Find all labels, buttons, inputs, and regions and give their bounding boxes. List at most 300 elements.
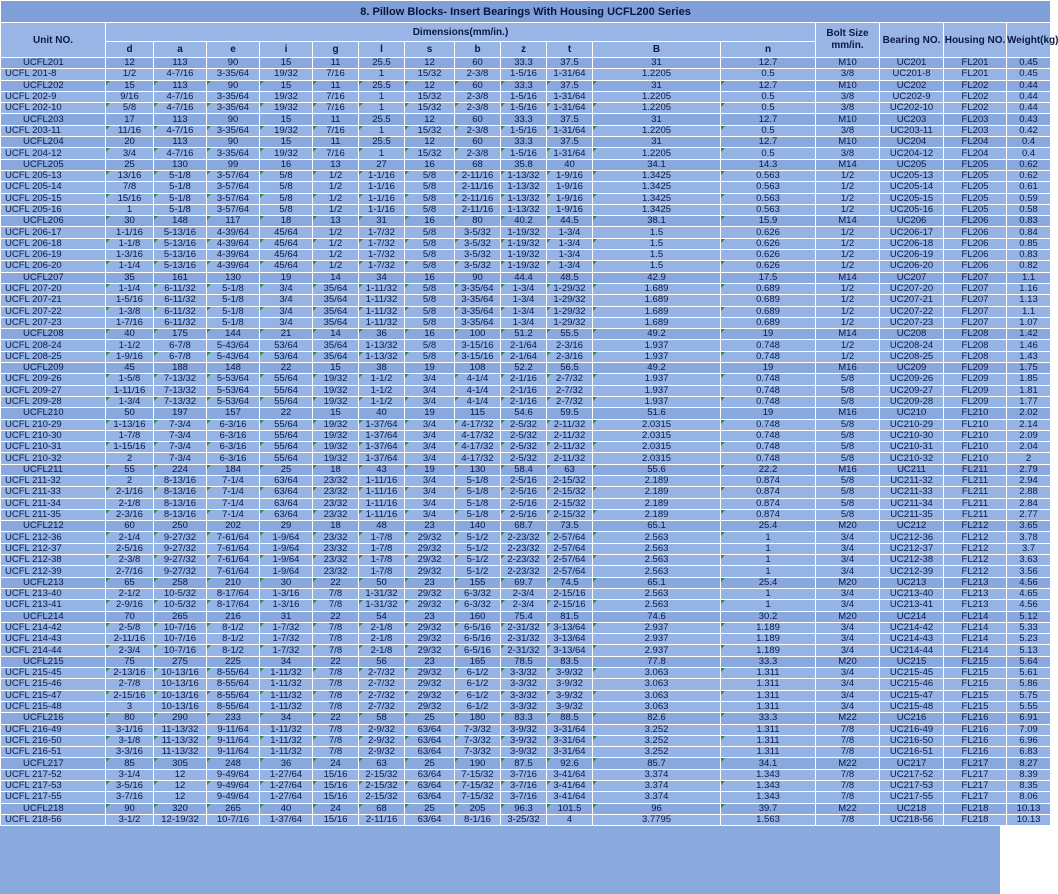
dim-s-cell: 12: [405, 80, 455, 91]
dim-B-cell: 1.937: [593, 351, 721, 362]
dim-l-cell: 2-1/8: [359, 634, 405, 645]
bolt-size-cell: 3/8: [816, 148, 880, 159]
dim-g-cell: 22: [313, 656, 359, 667]
bearing-no-cell: UC214: [880, 611, 944, 622]
bolt-size-cell: 3/8: [816, 69, 880, 80]
dim-a-cell: 7-3/4: [154, 442, 207, 453]
dim-n-cell: 0.748: [721, 442, 816, 453]
unit-no-cell: UCFL 205-15: [1, 193, 106, 204]
dim-z-cell: 3-3/32: [501, 668, 547, 679]
weight-cell: 4.56: [1007, 600, 1051, 611]
dim-a-cell: 8-13/16: [154, 487, 207, 498]
dim-B-cell: 1.2205: [593, 91, 721, 102]
dim-i-cell: 1-11/32: [260, 690, 313, 701]
dim-a-cell: 4-7/16: [154, 91, 207, 102]
unit-no-cell: UCFL 217-52: [1, 769, 106, 780]
dim-a-cell: 5-13/16: [154, 238, 207, 249]
weight-cell: 6.83: [1007, 747, 1051, 758]
dim-z-cell: 1-3/4: [501, 283, 547, 294]
weight-cell: 0.43: [1007, 114, 1051, 125]
dim-B-cell: 31: [593, 114, 721, 125]
bolt-size-cell: 1/2: [816, 317, 880, 328]
dim-d-cell: 3-1/8: [106, 735, 154, 746]
dim-i-cell: 18: [260, 216, 313, 227]
dim-g-cell: 23/32: [313, 566, 359, 577]
dim-header-b: b: [455, 42, 501, 58]
housing-no-cell: FL217: [944, 758, 1007, 769]
dim-b-cell: 140: [455, 521, 501, 532]
dim-i-cell: 63/64: [260, 509, 313, 520]
dim-s-cell: 29/32: [405, 668, 455, 679]
unit-no-cell: UCFL 207-23: [1, 317, 106, 328]
housing-no-cell: FL207: [944, 317, 1007, 328]
dim-l-cell: 1-11/16: [359, 509, 405, 520]
dim-header-B: B: [593, 42, 721, 58]
unit-no-cell: UCFL 211-34: [1, 498, 106, 509]
dim-n-cell: 25.4: [721, 521, 816, 532]
dim-b-cell: 2-3/8: [455, 148, 501, 159]
dim-z-cell: 2-31/32: [501, 645, 547, 656]
weight-cell: 1.46: [1007, 340, 1051, 351]
dim-d-cell: 70: [106, 611, 154, 622]
bolt-size-cell: 3/4: [816, 622, 880, 633]
bolt-size-cell: 3/8: [816, 125, 880, 136]
dim-t-cell: 74.5: [547, 577, 593, 588]
dim-t-cell: 1-9/16: [547, 170, 593, 181]
bearing-no-cell: UC204-12: [880, 148, 944, 159]
dim-e-cell: 117: [207, 216, 260, 227]
weight-cell: 10.13: [1007, 803, 1051, 814]
weight-cell: 5.12: [1007, 611, 1051, 622]
dim-B-cell: 1.3425: [593, 193, 721, 204]
dim-s-cell: 29/32: [405, 532, 455, 543]
dim-l-cell: 1-11/16: [359, 475, 405, 486]
bearing-no-cell: UC201: [880, 58, 944, 69]
dim-a-cell: 320: [154, 803, 207, 814]
dim-t-cell: 3-41/64: [547, 781, 593, 792]
dim-l-cell: 1-11/32: [359, 283, 405, 294]
dim-i-cell: 55/64: [260, 419, 313, 430]
housing-no-cell: FL207: [944, 306, 1007, 317]
dim-e-cell: 8-55/64: [207, 690, 260, 701]
dim-n-cell: 1.189: [721, 634, 816, 645]
dim-i-cell: 1-11/32: [260, 724, 313, 735]
dim-g-cell: 7/8: [313, 724, 359, 735]
dim-l-cell: 1: [359, 91, 405, 102]
housing-no-cell: FL215: [944, 690, 1007, 701]
dim-l-cell: 2-9/32: [359, 747, 405, 758]
dim-d-cell: 15/16: [106, 193, 154, 204]
dim-b-cell: 6-1/2: [455, 701, 501, 712]
dim-i-cell: 55/64: [260, 396, 313, 407]
table-row: [1, 498, 1051, 509]
dim-B-cell: 2.0315: [593, 419, 721, 430]
bearing-no-cell: UC205-14: [880, 182, 944, 193]
weight-cell: 8.27: [1007, 758, 1051, 769]
dim-z-cell: 1-19/32: [501, 238, 547, 249]
dim-g-cell: 1/2: [313, 227, 359, 238]
dim-g-cell: 7/16: [313, 69, 359, 80]
housing-no-cell: FL207: [944, 283, 1007, 294]
weight-cell: 8.06: [1007, 792, 1051, 803]
bolt-size-cell: M16: [816, 408, 880, 419]
dim-b-cell: 6-1/2: [455, 668, 501, 679]
dim-z-cell: 2-5/16: [501, 487, 547, 498]
dim-b-cell: 3-35/64: [455, 295, 501, 306]
dim-d-cell: 1-7/16: [106, 317, 154, 328]
housing-no-cell: FL205: [944, 170, 1007, 181]
bearing-no-cell: UC212-37: [880, 543, 944, 554]
dim-l-cell: 38: [359, 363, 405, 374]
dim-a-cell: 161: [154, 272, 207, 283]
dim-l-cell: 34: [359, 272, 405, 283]
dim-i-cell: 19/32: [260, 148, 313, 159]
dim-e-cell: 8-55/64: [207, 668, 260, 679]
dim-l-cell: 1-7/8: [359, 543, 405, 554]
dim-z-cell: 1-13/32: [501, 204, 547, 215]
dim-a-cell: 5-1/8: [154, 204, 207, 215]
dim-g-cell: 7/8: [313, 747, 359, 758]
weight-cell: 3.63: [1007, 555, 1051, 566]
dim-e-cell: 9-11/64: [207, 724, 260, 735]
dim-n-cell: 19: [721, 408, 816, 419]
dim-t-cell: 2-15/32: [547, 475, 593, 486]
dim-b-cell: 5-1/8: [455, 487, 501, 498]
dim-b-cell: 60: [455, 58, 501, 69]
dim-t-cell: 48.5: [547, 272, 593, 283]
dim-e-cell: 184: [207, 464, 260, 475]
dim-g-cell: 35/64: [313, 351, 359, 362]
unit-no-cell: UCFL 207-20: [1, 283, 106, 294]
dim-e-cell: 233: [207, 713, 260, 724]
dim-d-cell: 2-5/16: [106, 543, 154, 554]
weight-cell: 6.96: [1007, 735, 1051, 746]
dim-l-cell: 1-1/2: [359, 385, 405, 396]
dim-n-cell: 0.874: [721, 487, 816, 498]
dim-g-cell: 7/8: [313, 668, 359, 679]
dim-l-cell: 1: [359, 125, 405, 136]
dim-t-cell: 37.5: [547, 80, 593, 91]
table-row: [1, 521, 1051, 532]
dim-n-cell: 12.7: [721, 137, 816, 148]
dim-n-cell: 1.343: [721, 769, 816, 780]
unit-no-cell: UCFL 217-55: [1, 792, 106, 803]
bearing-no-cell: UC204: [880, 137, 944, 148]
dim-s-cell: 15/32: [405, 103, 455, 114]
dim-g-cell: 18: [313, 464, 359, 475]
dim-a-cell: 11-13/32: [154, 735, 207, 746]
table-row: [1, 69, 1051, 80]
dim-s-cell: 5/8: [405, 170, 455, 181]
dim-g-cell: 7/8: [313, 634, 359, 645]
dim-b-cell: 108: [455, 363, 501, 374]
bolt-size-cell: M14: [816, 216, 880, 227]
dim-n-cell: 30.2: [721, 611, 816, 622]
dim-s-cell: 5/8: [405, 351, 455, 362]
housing-no-cell: FL209: [944, 363, 1007, 374]
dim-s-cell: 16: [405, 159, 455, 170]
dim-s-cell: 5/8: [405, 295, 455, 306]
bolt-size-cell: 5/8: [816, 430, 880, 441]
dim-d-cell: 1-1/8: [106, 238, 154, 249]
housing-no-cell: FL202: [944, 80, 1007, 91]
dim-a-cell: 4-7/16: [154, 125, 207, 136]
dim-a-cell: 7-13/32: [154, 385, 207, 396]
dim-g-cell: 7/8: [313, 735, 359, 746]
bolt-size-cell: 7/8: [816, 735, 880, 746]
dim-t-cell: 3-9/32: [547, 690, 593, 701]
dim-i-cell: 22: [260, 363, 313, 374]
dim-n-cell: 0.748: [721, 385, 816, 396]
dim-g-cell: 19/32: [313, 453, 359, 464]
dim-B-cell: 2.189: [593, 475, 721, 486]
dim-n-cell: 0.689: [721, 283, 816, 294]
dim-s-cell: 25: [405, 758, 455, 769]
bolt-size-cell: M16: [816, 363, 880, 374]
dim-s-cell: 29/32: [405, 588, 455, 599]
bearing-no-cell: UC217-52: [880, 769, 944, 780]
weight-cell: 2.04: [1007, 442, 1051, 453]
unit-no-cell: UCFL208: [1, 329, 106, 340]
dim-i-cell: 5/8: [260, 170, 313, 181]
unit-no-cell: UCFL 210-31: [1, 442, 106, 453]
dim-a-cell: 5-1/8: [154, 182, 207, 193]
table-row: [1, 792, 1051, 803]
housing-no-cell: FL218: [944, 803, 1007, 814]
dim-g-cell: 22: [313, 577, 359, 588]
dim-l-cell: 2-15/32: [359, 781, 405, 792]
dim-g-cell: 19/32: [313, 385, 359, 396]
dim-header-i: i: [260, 42, 313, 58]
weight-cell: 5.55: [1007, 701, 1051, 712]
dim-d-cell: 3-5/16: [106, 781, 154, 792]
bolt-size-cell: 3/4: [816, 555, 880, 566]
dim-n-cell: 0.5: [721, 125, 816, 136]
dim-n-cell: 0.748: [721, 453, 816, 464]
dim-t-cell: 73.5: [547, 521, 593, 532]
dim-t-cell: 3-41/64: [547, 769, 593, 780]
dim-n-cell: 1: [721, 555, 816, 566]
bolt-size-cell: M20: [816, 656, 880, 667]
dim-n-cell: 1.311: [721, 735, 816, 746]
bearing-no-cell: UC211-35: [880, 509, 944, 520]
dim-e-cell: 7-61/64: [207, 555, 260, 566]
dim-s-cell: 3/4: [405, 374, 455, 385]
dim-B-cell: 1.2205: [593, 148, 721, 159]
bolt-size-cell: M22: [816, 758, 880, 769]
table-row: [1, 758, 1051, 769]
weight-cell: 5.13: [1007, 645, 1051, 656]
dim-header-t: t: [547, 42, 593, 58]
dim-z-cell: 1-3/4: [501, 317, 547, 328]
dim-l-cell: 1-1/2: [359, 396, 405, 407]
bearing-no-cell: UC203: [880, 114, 944, 125]
dim-z-cell: 2-1/64: [501, 340, 547, 351]
dim-s-cell: 63/64: [405, 769, 455, 780]
dim-B-cell: 1.2205: [593, 69, 721, 80]
unit-no-cell: UCFL 206-20: [1, 261, 106, 272]
dim-g-cell: 13: [313, 216, 359, 227]
unit-no-cell: UCFL 202-10: [1, 103, 106, 114]
dim-B-cell: 3.252: [593, 747, 721, 758]
dim-d-cell: 2-15/16: [106, 690, 154, 701]
weight-cell: 0.59: [1007, 193, 1051, 204]
dim-t-cell: 1-31/64: [547, 69, 593, 80]
dim-a-cell: 10-7/16: [154, 645, 207, 656]
dim-n-cell: 39.7: [721, 803, 816, 814]
dim-n-cell: 0.563: [721, 193, 816, 204]
dim-l-cell: 1-1/2: [359, 374, 405, 385]
dim-e-cell: 202: [207, 521, 260, 532]
dim-z-cell: 1-19/32: [501, 250, 547, 261]
dim-d-cell: 1-1/2: [106, 340, 154, 351]
bearing-no-cell: UC217: [880, 758, 944, 769]
dim-n-cell: 0.748: [721, 419, 816, 430]
dim-b-cell: 4-17/32: [455, 453, 501, 464]
bearing-no-cell: UC208-25: [880, 351, 944, 362]
dim-g-cell: 15/16: [313, 814, 359, 825]
dim-g-cell: 1/2: [313, 204, 359, 215]
dim-e-cell: 9-11/64: [207, 747, 260, 758]
dim-t-cell: 3-31/64: [547, 735, 593, 746]
weight-cell: 6.91: [1007, 713, 1051, 724]
dim-b-cell: 80: [455, 216, 501, 227]
dim-header-s: s: [405, 42, 455, 58]
dim-l-cell: 1-7/32: [359, 250, 405, 261]
dim-i-cell: 53/64: [260, 351, 313, 362]
dim-z-cell: 3-25/32: [501, 814, 547, 825]
dim-i-cell: 45/64: [260, 238, 313, 249]
dim-t-cell: 59.5: [547, 408, 593, 419]
dim-z-cell: 3-7/16: [501, 769, 547, 780]
weight-cell: 4.65: [1007, 588, 1051, 599]
dim-i-cell: 1-7/32: [260, 645, 313, 656]
table-row: [1, 170, 1051, 181]
dim-a-cell: 11-13/32: [154, 724, 207, 735]
dim-header-e: e: [207, 42, 260, 58]
dim-a-cell: 275: [154, 656, 207, 667]
unit-no-cell: UCFL 209-27: [1, 385, 106, 396]
weight-cell: 10.13: [1007, 814, 1051, 825]
dim-s-cell: 29/32: [405, 645, 455, 656]
dim-i-cell: 45/64: [260, 261, 313, 272]
dim-n-cell: 0.5: [721, 148, 816, 159]
dim-s-cell: 3/4: [405, 498, 455, 509]
table-row: [1, 464, 1051, 475]
bearing-no-cell: UC214-42: [880, 622, 944, 633]
dim-e-cell: 6-3/16: [207, 442, 260, 453]
bolt-size-cell: M16: [816, 464, 880, 475]
dim-t-cell: 3-9/32: [547, 701, 593, 712]
unit-no-cell: UCFL 210-30: [1, 430, 106, 441]
unit-no-cell: UCFL 211-32: [1, 475, 106, 486]
bearing-no-cell: UC211: [880, 464, 944, 475]
table-row: [1, 487, 1051, 498]
dim-z-cell: 2-23/32: [501, 543, 547, 554]
dim-e-cell: 5-53/64: [207, 385, 260, 396]
dim-s-cell: 16: [405, 272, 455, 283]
weight-cell: 3.65: [1007, 521, 1051, 532]
housing-no-cell: FL206: [944, 238, 1007, 249]
dim-g-cell: 11: [313, 114, 359, 125]
dim-b-cell: 2-3/8: [455, 125, 501, 136]
table-title: 8. Pillow Blocks- Insert Bearings With Housing UCFL200 Series: [1, 1, 1051, 23]
dim-z-cell: 2-31/32: [501, 622, 547, 633]
dim-e-cell: 6-3/16: [207, 430, 260, 441]
dim-z-cell: 51.2: [501, 329, 547, 340]
table-row: [1, 622, 1051, 633]
dim-g-cell: 35/64: [313, 306, 359, 317]
bolt-size-cell: M20: [816, 577, 880, 588]
dim-a-cell: 4-7/16: [154, 103, 207, 114]
dim-g-cell: 19/32: [313, 374, 359, 385]
unit-no-cell: UCFL 204-12: [1, 148, 106, 159]
dim-z-cell: 1-5/16: [501, 103, 547, 114]
housing-no-cell: FL201: [944, 69, 1007, 80]
bolt-size-cell: M14: [816, 329, 880, 340]
dim-d-cell: 20: [106, 137, 154, 148]
dim-B-cell: 1.5: [593, 250, 721, 261]
housing-no-cell: FL211: [944, 509, 1007, 520]
dim-l-cell: 1: [359, 103, 405, 114]
dim-n-cell: 0.689: [721, 295, 816, 306]
dim-a-cell: 224: [154, 464, 207, 475]
dim-a-cell: 258: [154, 577, 207, 588]
bearing-no-cell: UC216: [880, 713, 944, 724]
housing-no-cell: FL210: [944, 419, 1007, 430]
bolt-size-cell: M14: [816, 272, 880, 283]
dim-d-cell: 1-3/16: [106, 250, 154, 261]
dim-i-cell: 45/64: [260, 227, 313, 238]
dim-B-cell: 2.189: [593, 487, 721, 498]
dim-d-cell: 2-1/4: [106, 532, 154, 543]
bolt-size-cell: 5/8: [816, 374, 880, 385]
weight-cell: 2.88: [1007, 487, 1051, 498]
dim-B-cell: 2.563: [593, 555, 721, 566]
bearing-no-cell: UC207: [880, 272, 944, 283]
dim-b-cell: 60: [455, 114, 501, 125]
dim-z-cell: 2-23/32: [501, 566, 547, 577]
dim-a-cell: 113: [154, 137, 207, 148]
dim-b-cell: 5-1/2: [455, 566, 501, 577]
header-bolt-size: Bolt Size mm/in.: [816, 23, 880, 58]
weight-cell: 0.4: [1007, 137, 1051, 148]
dim-d-cell: 30: [106, 216, 154, 227]
dim-d-cell: 3/4: [106, 148, 154, 159]
table-row: [1, 668, 1051, 679]
dim-e-cell: 90: [207, 80, 260, 91]
dim-g-cell: 23/32: [313, 555, 359, 566]
dim-B-cell: 3.063: [593, 668, 721, 679]
table-row: [1, 385, 1051, 396]
dim-g-cell: 1/2: [313, 261, 359, 272]
dim-g-cell: 7/8: [313, 701, 359, 712]
dim-B-cell: 1.689: [593, 317, 721, 328]
dim-a-cell: 10-7/16: [154, 622, 207, 633]
table-row: [1, 814, 1051, 825]
dim-d-cell: 80: [106, 713, 154, 724]
dim-z-cell: 2-31/32: [501, 634, 547, 645]
dim-t-cell: 63: [547, 464, 593, 475]
dim-d-cell: 2-3/8: [106, 555, 154, 566]
dim-B-cell: 3.063: [593, 690, 721, 701]
dim-B-cell: 51.6: [593, 408, 721, 419]
dim-d-cell: 75: [106, 656, 154, 667]
dim-z-cell: 3-7/16: [501, 792, 547, 803]
dim-s-cell: 5/8: [405, 340, 455, 351]
dim-b-cell: 6-1/2: [455, 690, 501, 701]
dim-a-cell: 8-13/16: [154, 509, 207, 520]
